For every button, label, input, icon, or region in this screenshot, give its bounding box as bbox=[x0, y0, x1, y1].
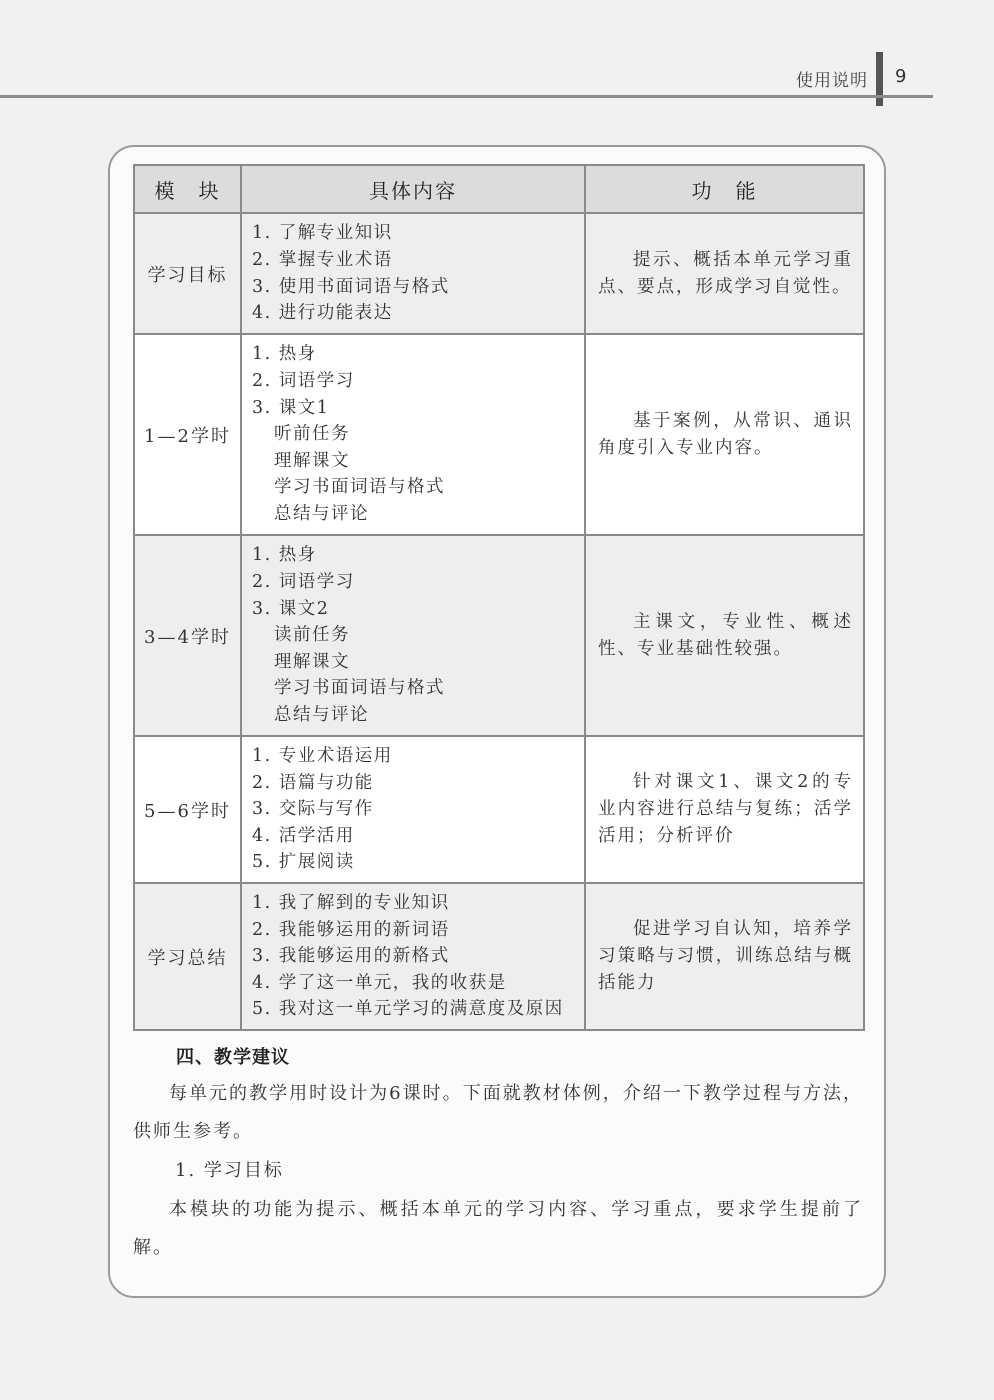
list-subitem: 读前任务 bbox=[274, 625, 350, 646]
list-item: 1. 热身 bbox=[252, 344, 317, 365]
function-text: 基于案例，从常识、通识角度引入专业内容。 bbox=[598, 410, 853, 458]
function-cell bbox=[585, 535, 864, 736]
page-number: 9 bbox=[895, 66, 907, 87]
function-cell bbox=[585, 213, 864, 334]
function-cell bbox=[585, 883, 864, 1030]
list-subitem: 总结与评论 bbox=[274, 503, 369, 524]
list-item: 3. 使用书面词语与格式 bbox=[252, 276, 450, 297]
module-name: 1—2学时 bbox=[134, 334, 241, 535]
function-text: 提示、概括本单元学习重点、要点，形成学习自觉性。 bbox=[598, 249, 853, 297]
paragraph: 每单元的教学用时设计为6课时。下面就教材体例，介绍一下教学过程与方法，供师生参考。 bbox=[133, 1083, 863, 1142]
list-item: 5. 扩展阅读 bbox=[252, 852, 355, 873]
list-item: 2. 词语学习 bbox=[252, 371, 355, 392]
function-text: 主课文，专业性、概述性、专业基础性较强。 bbox=[598, 611, 853, 659]
function-cell bbox=[585, 334, 864, 535]
section-title: 四、教学建议 bbox=[176, 1047, 290, 1068]
content-list bbox=[241, 213, 585, 334]
module-name: 5—6学时 bbox=[134, 736, 241, 883]
list-item: 3. 课文2 bbox=[252, 598, 330, 619]
table-row bbox=[134, 213, 864, 334]
list-item: 1. 了解专业知识 bbox=[252, 223, 393, 244]
table-row bbox=[134, 334, 864, 535]
function-text: 针对课文1、课文2的专业内容进行总结与复练；活学活用；分析评价 bbox=[598, 772, 853, 846]
module-name: 学习目标 bbox=[134, 213, 241, 334]
table-header-row bbox=[134, 165, 864, 213]
list-subitem: 理解课文 bbox=[274, 651, 350, 672]
list-subitem: 学习书面词语与格式 bbox=[274, 477, 445, 498]
function-text: 促进学习自认知，培养学习策略与习惯，训练总结与概括能力 bbox=[598, 919, 853, 993]
list-item: 2. 掌握专业术语 bbox=[252, 249, 393, 270]
table-row bbox=[134, 736, 864, 883]
module-name: 3—4学时 bbox=[134, 535, 241, 736]
header-rule bbox=[0, 95, 933, 98]
column-header-module: 模 块 bbox=[134, 165, 241, 213]
list-item: 3. 我能够运用的新格式 bbox=[252, 946, 450, 967]
content-list bbox=[241, 535, 585, 736]
list-item: 2. 词语学习 bbox=[252, 572, 355, 593]
list-subitem: 听前任务 bbox=[274, 424, 350, 445]
table-row bbox=[134, 883, 864, 1030]
list-item: 5. 我对这一单元学习的满意度及原因 bbox=[252, 999, 564, 1020]
module-table bbox=[133, 164, 865, 1031]
list-item: 3. 交际与写作 bbox=[252, 799, 374, 820]
list-item: 1. 热身 bbox=[252, 545, 317, 566]
list-item: 4. 活学活用 bbox=[252, 825, 355, 846]
content-list bbox=[241, 883, 585, 1030]
table-row bbox=[134, 535, 864, 736]
list-item: 3. 课文1 bbox=[252, 397, 330, 418]
subsection-heading: 1. 学习目标 bbox=[175, 1160, 284, 1181]
content-list bbox=[241, 736, 585, 883]
list-item: 4. 学了这一单元，我的收获是 bbox=[252, 972, 507, 993]
content-list bbox=[241, 334, 585, 535]
list-item: 1. 我了解到的专业知识 bbox=[252, 893, 450, 914]
list-subitem: 学习书面词语与格式 bbox=[274, 678, 445, 699]
paragraph: 本模块的功能为提示、概括本单元的学习内容、学习重点，要求学生提前了解。 bbox=[133, 1199, 863, 1258]
module-name: 学习总结 bbox=[134, 883, 241, 1030]
list-item: 2. 语篇与功能 bbox=[252, 772, 374, 793]
list-item: 4. 进行功能表达 bbox=[252, 303, 393, 324]
column-header-function: 功 能 bbox=[585, 165, 864, 213]
running-header-title: 使用说明 bbox=[796, 71, 868, 91]
function-cell bbox=[585, 736, 864, 883]
list-subitem: 总结与评论 bbox=[274, 704, 369, 725]
column-header-content: 具体内容 bbox=[241, 165, 585, 213]
list-item: 2. 我能够运用的新词语 bbox=[252, 919, 450, 940]
list-subitem: 理解课文 bbox=[274, 450, 350, 471]
list-item: 1. 专业术语运用 bbox=[252, 746, 393, 767]
